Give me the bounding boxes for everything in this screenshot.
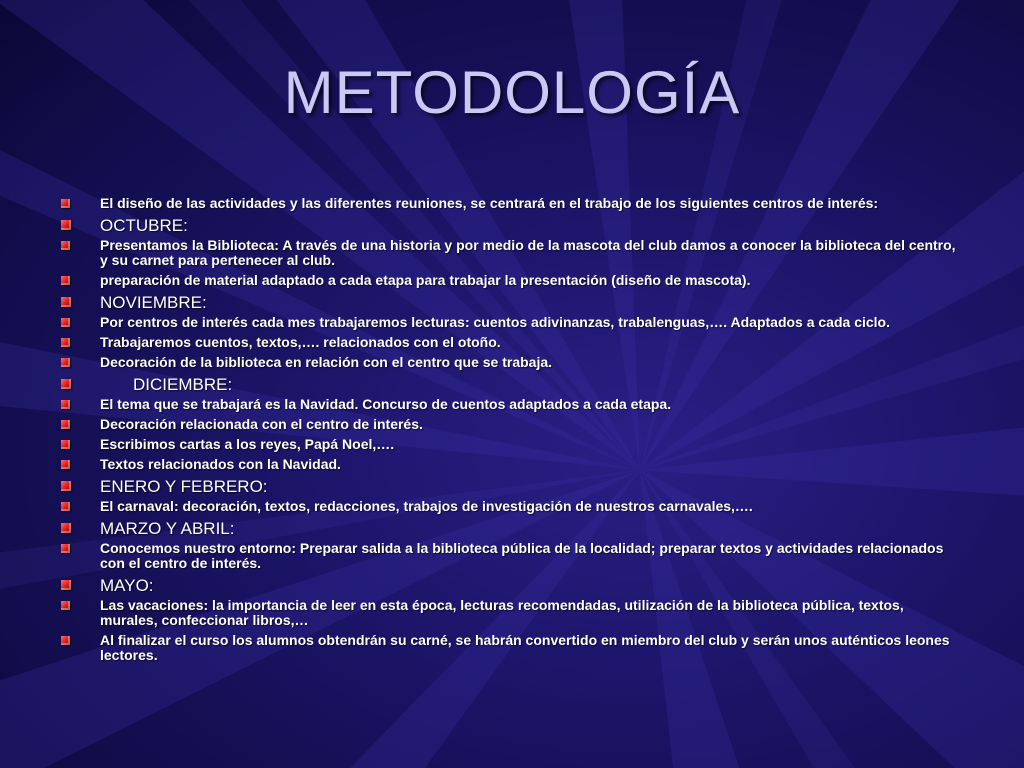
list-item-text: Al finalizar el curso los alumnos obtendrán su carné, se habrán convertido en miembro del club y serán unos auténticos leones lectores. <box>100 632 950 663</box>
month-heading <box>60 375 965 395</box>
list-item <box>60 417 965 432</box>
list-item-text: Conocemos nuestro entorno: Preparar salida a la biblioteca pública de la localidad; preparar textos y actividades relacionados con el centro de interés. <box>100 540 944 571</box>
square-bullet-icon <box>61 440 70 449</box>
list-item <box>60 335 965 350</box>
square-bullet-icon <box>61 420 70 429</box>
bullet-list <box>60 196 965 668</box>
square-bullet-icon <box>61 523 71 533</box>
square-bullet-icon <box>61 502 70 511</box>
square-bullet-icon <box>61 636 70 645</box>
list-item-text: Textos relacionados con la Navidad. <box>100 456 341 472</box>
list-item <box>60 315 965 330</box>
month-heading-text: ENERO Y FEBRERO: <box>100 477 268 496</box>
list-item <box>60 196 965 211</box>
list-item <box>60 273 965 288</box>
list-item-text: El tema que se trabajará es la Navidad. Concurso de cuentos adaptados a cada etapa. <box>100 396 672 412</box>
square-bullet-icon <box>61 276 70 285</box>
square-bullet-icon <box>61 580 71 590</box>
list-item-text: Decoración relacionada con el centro de interés. <box>100 416 423 432</box>
list-item-text: Trabajaremos cuentos, textos,…. relacionados con el otoño. <box>100 334 501 350</box>
list-item <box>60 499 965 514</box>
list-item-text: Escribimos cartas a los reyes, Papá Noel,…. <box>100 436 395 452</box>
list-item <box>60 633 965 663</box>
list-item-text: El carnaval: decoración, textos, redacciones, trabajos de investigación de nuestros carnavales,…. <box>100 498 753 514</box>
list-item <box>60 238 965 268</box>
square-bullet-icon <box>61 199 70 208</box>
list-item-text: Las vacaciones: la importancia de leer en esta época, lecturas recomendadas, utilización de la biblioteca pública, textos, murales, confeccionar libros,… <box>100 597 904 628</box>
month-heading-text: DICIEMBRE: <box>133 375 233 394</box>
month-heading-text: MAYO: <box>100 576 154 595</box>
list-item-text: Presentamos la Biblioteca: A través de una historia y por medio de la mascota del club damos a conocer la biblioteca del centro, y su carnet para pertenecer al club. <box>100 237 956 268</box>
list-item <box>60 457 965 472</box>
list-item <box>60 437 965 452</box>
list-item-text: Decoración de la biblioteca en relación con el centro que se trabaja. <box>100 354 553 370</box>
square-bullet-icon <box>61 379 71 389</box>
square-bullet-icon <box>61 481 71 491</box>
month-heading <box>60 477 965 497</box>
list-item <box>60 598 965 628</box>
month-heading <box>60 293 965 313</box>
month-heading-text: NOVIEMBRE: <box>100 293 207 312</box>
list-item <box>60 355 965 370</box>
square-bullet-icon <box>61 601 70 610</box>
list-item-text: preparación de material adaptado a cada etapa para trabajar la presentación (diseño de mascota). <box>100 272 751 288</box>
square-bullet-icon <box>61 400 70 409</box>
square-bullet-icon <box>61 241 70 250</box>
square-bullet-icon <box>61 318 70 327</box>
month-heading <box>60 576 965 596</box>
list-item-text: El diseño de las actividades y las diferentes reuniones, se centrará en el trabajo de los siguientes centros de interés: <box>100 195 879 211</box>
slide-title: METODOLOGÍA <box>283 59 741 126</box>
list-item <box>60 397 965 412</box>
square-bullet-icon <box>61 544 70 553</box>
square-bullet-icon <box>61 358 70 367</box>
month-heading <box>60 216 965 236</box>
list-item <box>60 541 965 571</box>
month-heading-text: OCTUBRE: <box>100 216 188 235</box>
month-heading <box>60 519 965 539</box>
square-bullet-icon <box>61 460 70 469</box>
square-bullet-icon <box>61 338 70 347</box>
month-heading-text: MARZO Y ABRIL: <box>100 519 235 538</box>
square-bullet-icon <box>61 220 71 230</box>
square-bullet-icon <box>61 297 71 307</box>
list-item-text: Por centros de interés cada mes trabajaremos lecturas: cuentos adivinanzas, trabalenguas,…. Adaptados a cada ciclo. <box>100 314 890 330</box>
